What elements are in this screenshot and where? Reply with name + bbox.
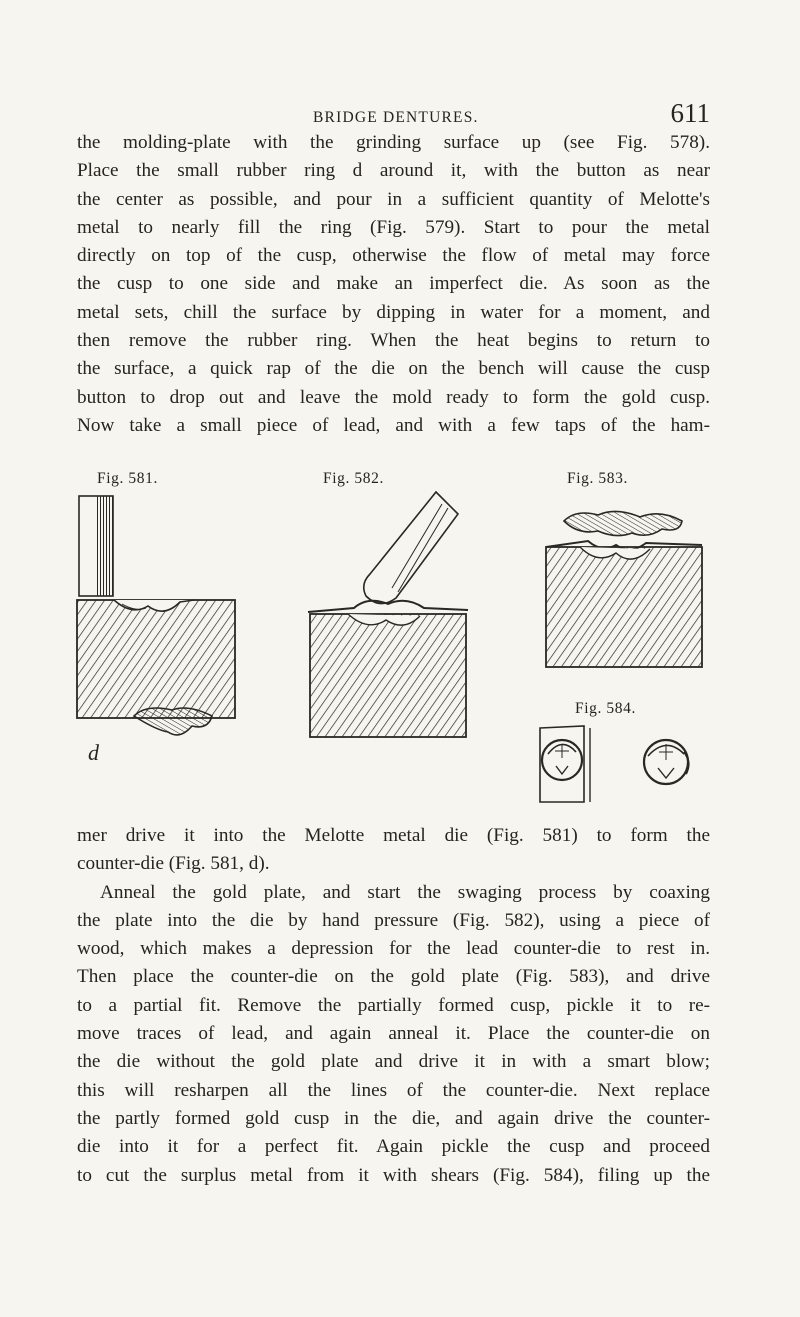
text-line: the molding-plate with the grinding surface up (see Fig. 578). [77, 132, 710, 153]
text-line: the cusp to one side and make an imperfect die. As soon as the [77, 273, 710, 295]
text-line: this will resharpen all the lines of the counter-die. Next replace [77, 1079, 710, 1101]
fig-581-label: Fig. 581. [97, 470, 158, 487]
fig-583-label: Fig. 583. [567, 470, 628, 487]
text-line: counter-die (Fig. 581, d). [77, 853, 270, 875]
fig-582-label: Fig. 582. [323, 470, 384, 487]
fig-581-illustration [76, 494, 236, 794]
fig-583-illustration [536, 495, 716, 675]
text-line: wood, which makes a depression for the lead counter-die to rest in. [77, 938, 710, 960]
counter-die-letter: d [88, 740, 100, 765]
text-line: the surface, a quick rap of the die on the bench will cause the cusp [77, 358, 710, 380]
text-line: then remove the rubber ring. When the heat begins to return to [77, 330, 710, 352]
text-line: the die without the gold plate and drive it in with a smart blow; [77, 1051, 710, 1073]
page-number: 611 [670, 98, 710, 128]
text-line: button to drop out and leave the mold ready to form the gold cusp. [77, 386, 710, 408]
text-line: Now take a small piece of lead, and with a few taps of the ham- [77, 414, 710, 436]
text-line: Anneal the gold plate, and start the swaging process by coaxing [100, 881, 710, 903]
text-line: Place the small rubber ring d around it, with the button as near [77, 160, 710, 182]
fig-582-illustration [308, 492, 478, 752]
text-line: the center as possible, and pour in a sufficient quantity of Melotte's [77, 188, 710, 210]
text-line: to a partial fit. Remove the partially formed cusp, pickle it to re- [77, 994, 710, 1016]
text-line: to cut the surplus metal from it with shears (Fig. 584), filing up the [77, 1164, 710, 1186]
body-paragraph-bottom [77, 822, 710, 1190]
text-line: the partly formed gold cusp in the die, and again drive the counter- [77, 1107, 710, 1129]
body-paragraph-top [77, 129, 710, 440]
text-line: mer drive it into the Melotte metal die (Fig. 581) to form the [77, 825, 710, 846]
text-line: move traces of lead, and again anneal it. Place the counter-die on [77, 1023, 710, 1045]
text-line: Then place the counter-die on the gold plate (Fig. 583), and drive [77, 966, 710, 988]
fig-584-label: Fig. 584. [575, 700, 636, 717]
fig-584-illustration [538, 722, 718, 812]
running-head: BRIDGE DENTURES. [313, 109, 479, 126]
text-line: metal to nearly fill the ring (Fig. 579). Start to pour the metal [77, 216, 710, 238]
text-line: directly on top of the cusp, otherwise the flow of metal may force [77, 245, 710, 267]
text-line: the plate into the die by hand pressure (Fig. 582), using a piece of [77, 909, 710, 931]
text-line: metal sets, chill the surface by dipping in water for a moment, and [77, 301, 710, 323]
text-line: die into it for a perfect fit. Again pickle the cusp and proceed [77, 1136, 710, 1158]
